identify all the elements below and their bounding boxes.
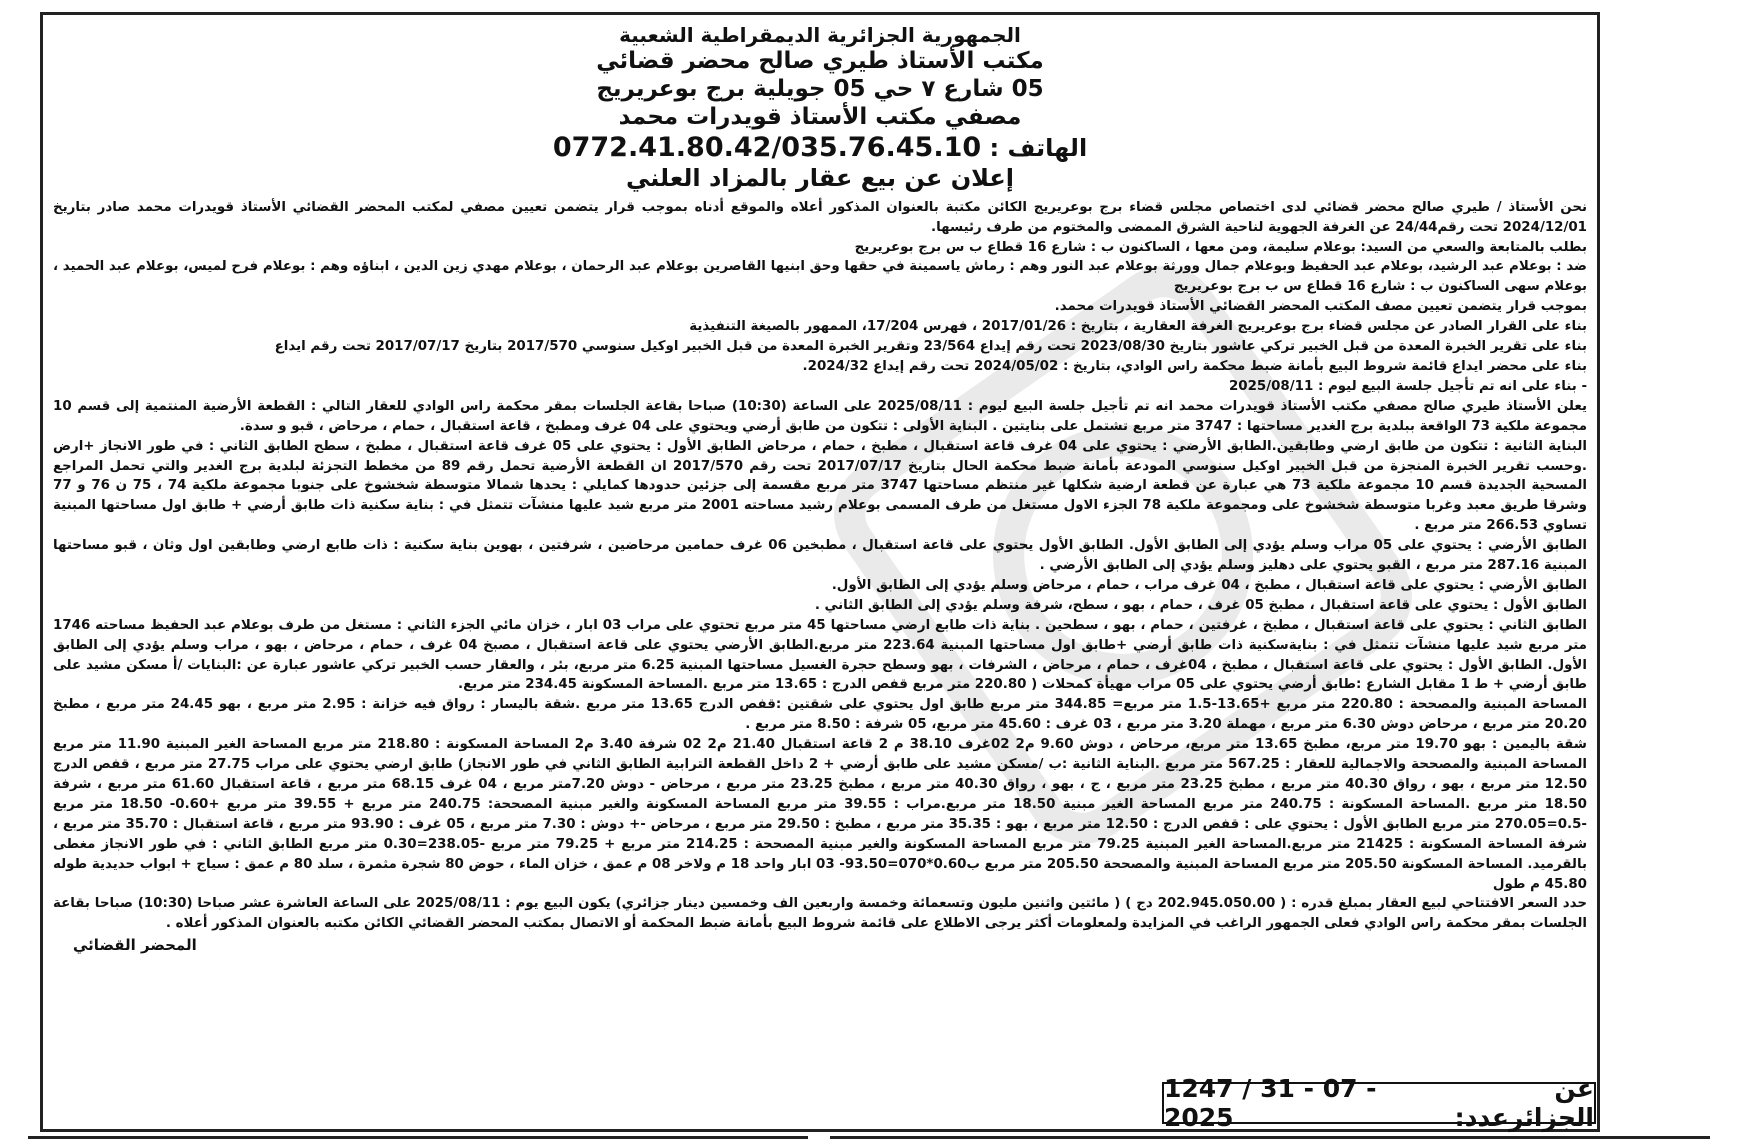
paragraph: بناء على محضر ايداع قائمة شروط البيع بأمانة ضبط محكمة راس الوادي، بتاريخ : 2024/05/02 تحت رقم إيداع 2024/32. (802, 358, 1587, 374)
bottom-divider-left (28, 1136, 808, 1139)
auction-notice (40, 12, 1600, 1132)
paragraph: الطابق الأول : يحتوي على قاعة استقبال ، مطبخ 05 غرف ، حمام ، بهو ، سطح، شرفة وسلم يؤدي إلى الطابق الثاني . (814, 597, 1587, 613)
paragraph: المساحة المبنية والمصححة : 220.80 متر مربع +13.65-1.5 متر مربع= 344.85 متر مربع طابق اول يحتوي على شقتين :قفص الدرج 13.65 متر مربع .شقة باليسار : رواق فيه خزانة : 2.95 متر مربع ، بهو 24.45 متر مربع ، مطبخ 20.20 متر مربع ، مرحاض دوش 6.30 متر مربع ، مهملة 3.20 متر مربع ، 03 غرف : 45.60 متر مربع، 05 شرفة : 8.50 متر مربع . (53, 697, 1587, 733)
issue-number-date: 1247 / 31 - 07 - 2025 (1164, 1074, 1377, 1132)
phone-number: 0772.41.80.42/035.76.45.10 (552, 131, 982, 163)
paragraph: الطابق الثاني : يحتوي على قاعة استقبال ، مطبخ ، غرفتين ، حمام ، بهو ، سطحين . بناية ذات طابع ارضي مساحتها 45 متر مربع تحتوي على مراب 03 ابار ، خزان مائي الجزء الثاني : مستغل من طرف بوعلام عبد الحفيظ مساحته 1746 متر مربع شيد عليها منشآت تتمثل في : بنايةسكنية ذات طابق أرضي +طابق اول مساحتها المبنية 223.64 متر مربع.الطابق الأرضي يحتوي على قاعة استقبال ، مصبخ 04 غرف ، حمام ، مرحاض ، بهو ، مراب وسلم يؤدي إلى الطابق الأول. الطابق الأول : يحتوي على قاعة استقبال ، مطبخ ، 04غرف ، حمام ، مرحاض ، الشرفات ، بهو وسطح حجرة الغسيل مساحتها المبنية 6.25 متر مربع، بئر ، والعقار حسب الخبير تركي عاشور عبارة عن :البنايات /أ مسكن مشيد على طابق أرضي + ط 1 مقابل الشارع :طابق أرضي يحتوي على 05 مراب مهيأة كمحلات ( 220.80 متر مربع قفص الدرج : 13.65 متر مربع .المساحة المسكونة 234.45 متر مربع. (53, 617, 1588, 693)
paragraph: ضد : بوعلام عبد الرشيد، بوعلام عبد الحفيظ وبوعلام جمال وورثة بوعلام عبد النور وهم : رماش ياسمينة في حقها وحق ابنيها القاصرين بوعلام عبد الرحمان ، بوعلام مهدي زين الدين ، ابناؤه وهم : بوعلام فرح لميس، بوعلام عبد الحميد ، بوعلام سهى الساكنون ب : شارع 16 قطاع س ب برج بوعريريج (53, 259, 1587, 295)
republic-title: الجمهورية الجزائرية الديمقراطية الشعبية (619, 23, 1021, 47)
paragraph: بموجب قرار يتضمن تعيين مصف المكتب المحضر القضائي الأستاذ قويدرات محمد. (1054, 299, 1587, 315)
notice-header (53, 23, 1587, 194)
paragraph: بناء على تقرير الخبرة المعدة من قبل الخبير تركي عاشور بتاريخ 2023/08/30 تحت رقم إيداع 23/564 وتقرير الخبرة المعدة من قبل الخبير اوكيل سنوسي 2017/570 بتاريخ 2017/07/17 تحت رقم ايداع (274, 339, 1587, 355)
paragraph: البناية الثانية : تتكون من طابق ارضي وطابقين.الطابق الأرضي : يحتوي على 04 غرف قاعة استقبال ، مطبخ ، حمام ، مرحاض الطابق الأول : يحتوي على 05 غرف قاعة استقبال ، مطبخ ، سطح الطابق الثاني : في طور الانجاز +ارض .وحسب تقرير الخبرة المنجزة من قبل الخبير اوكيل سنوسي المودعة بأمانة ضبط محكمة الحال بتاريخ 2017/07/17 تحت رقم 2017/570 ان القطعة الأرضية تحمل رقم 89 من مخطط التجزئة لبلدية برج الغدير والتي تحمل المراجع المسحية الجديدة قسم 10 مجموعة ملكية 73 هي عبارة عن قطعة ارضية شكلها غير منتظم مساحتها 3747 متر مربع مقسمة إلى جزئين حدودها كمايلي : يحدها شمالا متوسطة شخشوخ على جنوبا مجموعة ملكية 74 ، 75 ن 76 و 77 وشرقا طريق معبد وغربا متوسطة شخشوخ على ومجموعة ملكية 78 الجزء الاول مستغل من طرف المسمى بوعلام رشيد مساحته 2001 متر مربع شيد عليها منشآت تتمثل في : بناية سكنية ذات طابق أرضي + طابق اول مساحتها المبنية تساوي 266.53 متر مربع . (53, 438, 1588, 534)
paragraph: الطابق الأرضي : يحتوي على قاعة استقبال ، مطبخ ، 04 غرف مراب ، حمام ، مرحاض وسلم يؤدي إلى الطابق الأول. (831, 577, 1587, 593)
notice-title: إعلان عن بيع عقار بالمزاد العلني (625, 164, 1015, 193)
paragraph: يعلن الأستاذ طيري صالح مصفي مكتب الأستاذ قويدرات محمد انه تم تأجيل جلسة البيع ليوم : 2025/08/11 على الساعة (10:30) صباحا بقاعة الجلسات بمقر محكمة راس الوادي للعقار التالي : القطعة الأرضية المنتمية إلى قسم 10 مجموعة ملكية 73 الواقعة ببلدية برج الغدير مساحتها : 3747 متر مربع تشتمل على بنايتين . البناية الأولى : تتكون من طابق أرضي ويحتوي على 04 غرف ومطبخ ، قاعة استقبال ، حمام ، مرحاض ، قبو و سدة. (53, 398, 1587, 434)
paragraph: حدد السعر الافتتاحي لبيع العقار بمبلغ قدره : ( 202.945.050.00 دج ) ( مائتين واثنين مليون وتسعمائة وخمسة واربعين الف وخمسين دينار جزائري) يكون البيع يوم : 2025/08/11 على الساعة العاشرة عشر صباحا (10:30) صباحا بقاعة الجلسات بمقر محكمة راس الوادي فعلى الجمهور الراغب في المزايدة ولمعلومات أكثر يرجى الاطلاع على قائمة شروط البيع بأمانة ضبط المحكمة أو الاتصال بمكتب المحضر القضائي الكائن مكتبه بالعنوان المذكور أعلاه . (53, 896, 1587, 932)
paragraph: الطابق الأرضي : يحتوي على 05 مراب وسلم يؤدي إلى الطابق الأول. الطابق الأول يحتوي على قاعة استقبال ، مطبخين 06 غرف حمامين مرحاضين ، شرفتين ، بهوين بناية سكنية : ذات طابع ارضي وطابقين اول وثان ، قبو مساحتها المبنية 287.16 متر مربع ، القبو يحتوي على دهليز وسلم يؤدي إلى الطابق الأرضي . (53, 538, 1588, 574)
paragraph: - بناء على انه تم تأجيل جلسة البيع ليوم : 2025/08/11 (1228, 378, 1587, 394)
signer-title: المحضر القضائي (73, 936, 197, 955)
paragraph: شقة باليمين : بهو 19.70 متر مربع، مطبخ 13.65 متر مربع، مرحاض ، دوش 9.60 م2 02غرف 38.10 م 2 قاعة استقبال 21.40 م2 02 شرفة 3.40 م2 المساحة المسكونة : 218.80 متر مربع المساحة الغير المبنية 11.90 متر مربع المساحة المبنية والمصححة والاجمالية للعقار : 567.25 متر مربع .البناية الثانية :ب /مسكن مشيد على طابق أرضي + 2 داخل القطعة الترابية الطابق الثاني في طور الانجاز) طابق ارضي يحتوي على مراب 27.75 متر مربع ، قفص الدرج 12.50 متر مربع ، بهو ، رواق 40.30 متر مربع ، مطبخ 23.25 متر مربع ، ج ، بهو ، رواق 40.30 متر مربع ، مطبخ 23.25 متر مربع ، مرحاض - دوش 7.20متر مربع ، 04 غرف 68.15 متر مربع ، قاعة استقبال 61.60 متر مربع ، شرفة 18.50 متر مربع .المساحة المسكونة : 240.75 متر مربع المساحة الغير مبنية 18.50 متر مربع.مراب : 39.55 متر مربع المساحة المسكونة والغير مبنية المصححة: 240.75 متر مربع + 39.55 متر مربع +0.60- 18.50 متر مربع -0.5=270.05 متر مربع الطابق الأول : يحتوي على : قفص الدرج : 12.50 متر مربع ، بهو : 35.35 متر مربع ، مطبخ : 29.50 متر مربع ، مرحاض -+ دوش : 7.30 متر مربع ، 05 غرف : 93.90 متر مربع ، قاعة استقبال : 35.70 متر مربع ، شرفة المساحة المسكونة : 21425 متر مربع.المساحة الغير المبنية 79.25 متر مربع المساحة المسكونة والغير مبنية المصححة : 214.25 متر مربع + 79.25 متر مربع -238.05=0.30 متر مربع الطابق الثاني : في طور الانجاز مغطى بالقرميد. المساحة المسكونة 205.50 متر مربع المساحة المبنية والمصححة 205.50 متر مربع ب0.60*070=93.50- 03 ابار واحد 18 م ولاخر 08 م عمق ، خزان الماء ، حوض 80 شجرة مثمرة ، سلد 80 م عمق : سياج + ابواب حديدية طوله 45.80 م طول (53, 737, 1588, 892)
paragraph: بطلب بالمتابعة والسعي من السيد: بوعلام سليمة، ومن معها ، الساكنون ب : شارع 16 قطاع ب س برج بوعريريج (854, 239, 1587, 255)
publication-footer (1162, 1074, 1596, 1132)
bottom-divider-right (830, 1136, 1710, 1139)
liquidator-line: مصفي مكتب الأستاذ قويدرات محمد (618, 104, 1022, 131)
office-name: مكتب الأستاذ طيري صالح محضر قضائي (596, 48, 1044, 75)
paragraph: نحن الأستاذ / طيري صالح محضر قضائي لدى اختصاص مجلس قضاء برج بوعريريج الكائن مكتبة بالعنوان المذكور أعلاه والموقع أدناه بموجب قرار يتضمن تعيين مصفي لمكتب المحضر القضائي الأستاذ قويدرات محمد صادر بتاريخ 2024/12/01 تحت رقم24/44 عن الغرفة الجهوية لناحية الشرق الممضى والمختوم من طرف رئيسها. (53, 199, 1587, 235)
phone-row (53, 132, 1587, 165)
phone-label: الهاتف : (989, 133, 1088, 162)
office-address: 05 شارع ٧ حي 05 جويلية برج بوعريريج (596, 76, 1044, 103)
footer-label: عن الجزائرعدد: (1454, 1074, 1594, 1132)
paragraph: بناء على القرار الصادر عن مجلس قضاء برج بوعريريج الغرفة العقارية ، بتاريخ : 2017/01/26 ، فهرس 17/204، الممهور بالصيغة التنفيذية (689, 319, 1587, 335)
